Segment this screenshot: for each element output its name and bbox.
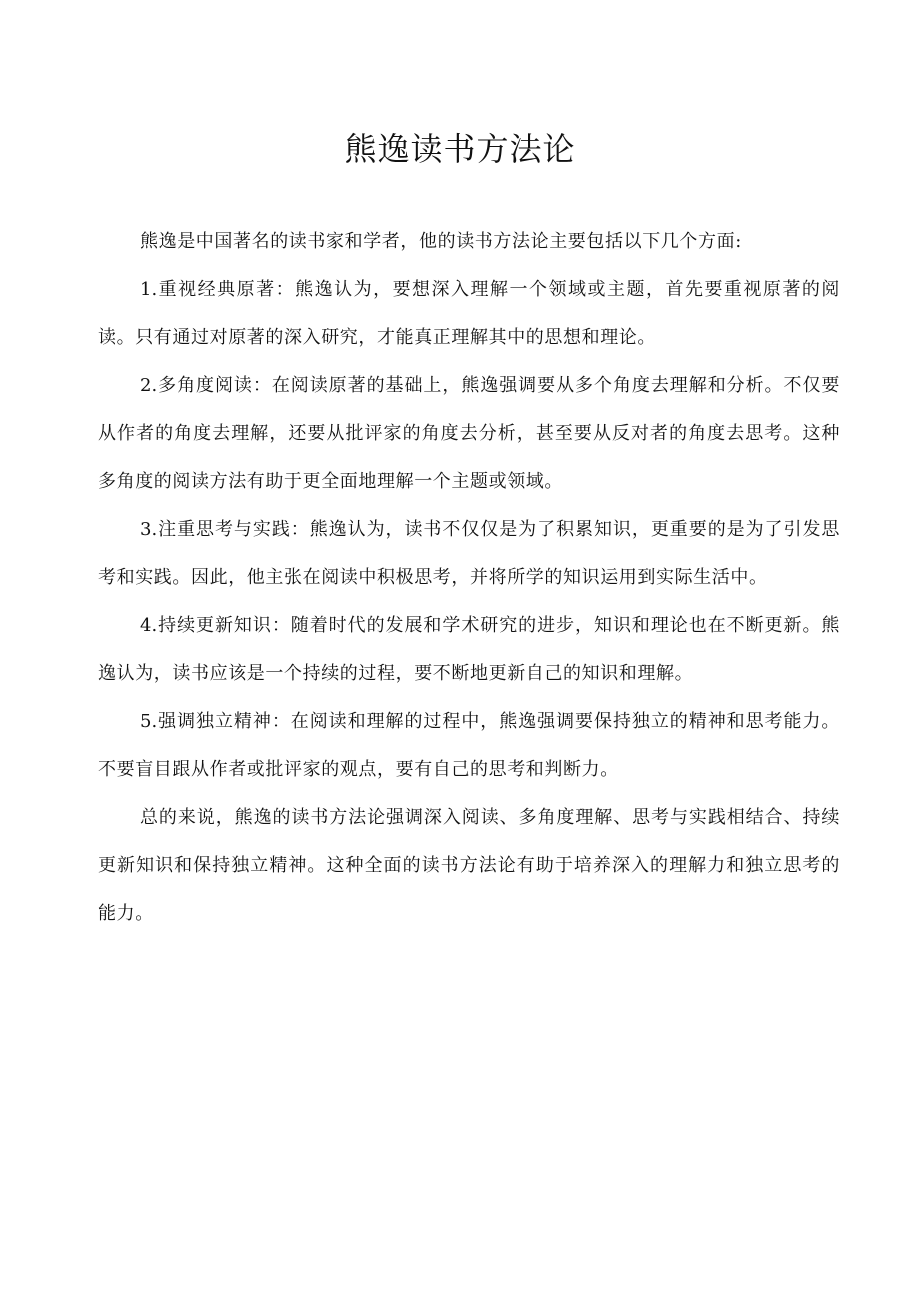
point-paragraph-3 bbox=[98, 506, 840, 602]
point-text: .持续更新知识：随着时代的发展和学术研究的进步，知识和理论也在不断更新。熊逸认为，读书应该是一个持续的过程，要不断地更新自己的知识和理解。 bbox=[98, 615, 840, 684]
point-number: 1 bbox=[140, 279, 152, 300]
point-number: 3 bbox=[140, 519, 152, 540]
point-text: .注重思考与实践：熊逸认为，读书不仅仅是为了积累知识，更重要的是为了引发思考和实践。因此，他主张在阅读中积极思考，并将所学的知识运用到实际生活中。 bbox=[98, 519, 840, 588]
point-number: 2 bbox=[140, 375, 152, 396]
point-paragraph-2 bbox=[98, 362, 840, 506]
point-number: 4 bbox=[140, 615, 152, 636]
point-paragraph-1 bbox=[98, 266, 840, 362]
point-paragraph-5 bbox=[98, 698, 840, 794]
point-paragraph-4 bbox=[98, 602, 840, 698]
point-text: .重视经典原著：熊逸认为，要想深入理解一个领域或主题，首先要重视原著的阅读。只有通过对原著的深入研究，才能真正理解其中的思想和理论。 bbox=[98, 279, 840, 348]
document-body bbox=[98, 218, 840, 938]
point-number: 5 bbox=[140, 711, 152, 732]
document-title: 熊逸读书方法论 bbox=[344, 130, 576, 168]
conclusion-paragraph: 总的来说，熊逸的读书方法论强调深入阅读、多角度理解、思考与实践相结合、持续更新知识和保持独立精神。这种全面的读书方法论有助于培养深入的理解力和独立思考的能力。 bbox=[98, 807, 840, 924]
point-text: .多角度阅读：在阅读原著的基础上，熊逸强调要从多个角度去理解和分析。不仅要从作者的角度去理解，还要从批评家的角度去分析，甚至要从反对者的角度去思考。这种多角度的阅读方法有助于更全面地理解一个主题或领域。 bbox=[98, 375, 840, 492]
point-text: .强调独立精神：在阅读和理解的过程中，熊逸强调要保持独立的精神和思考能力。不要盲目跟从作者或批评家的观点，要有自己的思考和判断力。 bbox=[98, 711, 840, 780]
intro-paragraph: 熊逸是中国著名的读书家和学者，他的读书方法论主要包括以下几个方面: bbox=[140, 231, 742, 252]
